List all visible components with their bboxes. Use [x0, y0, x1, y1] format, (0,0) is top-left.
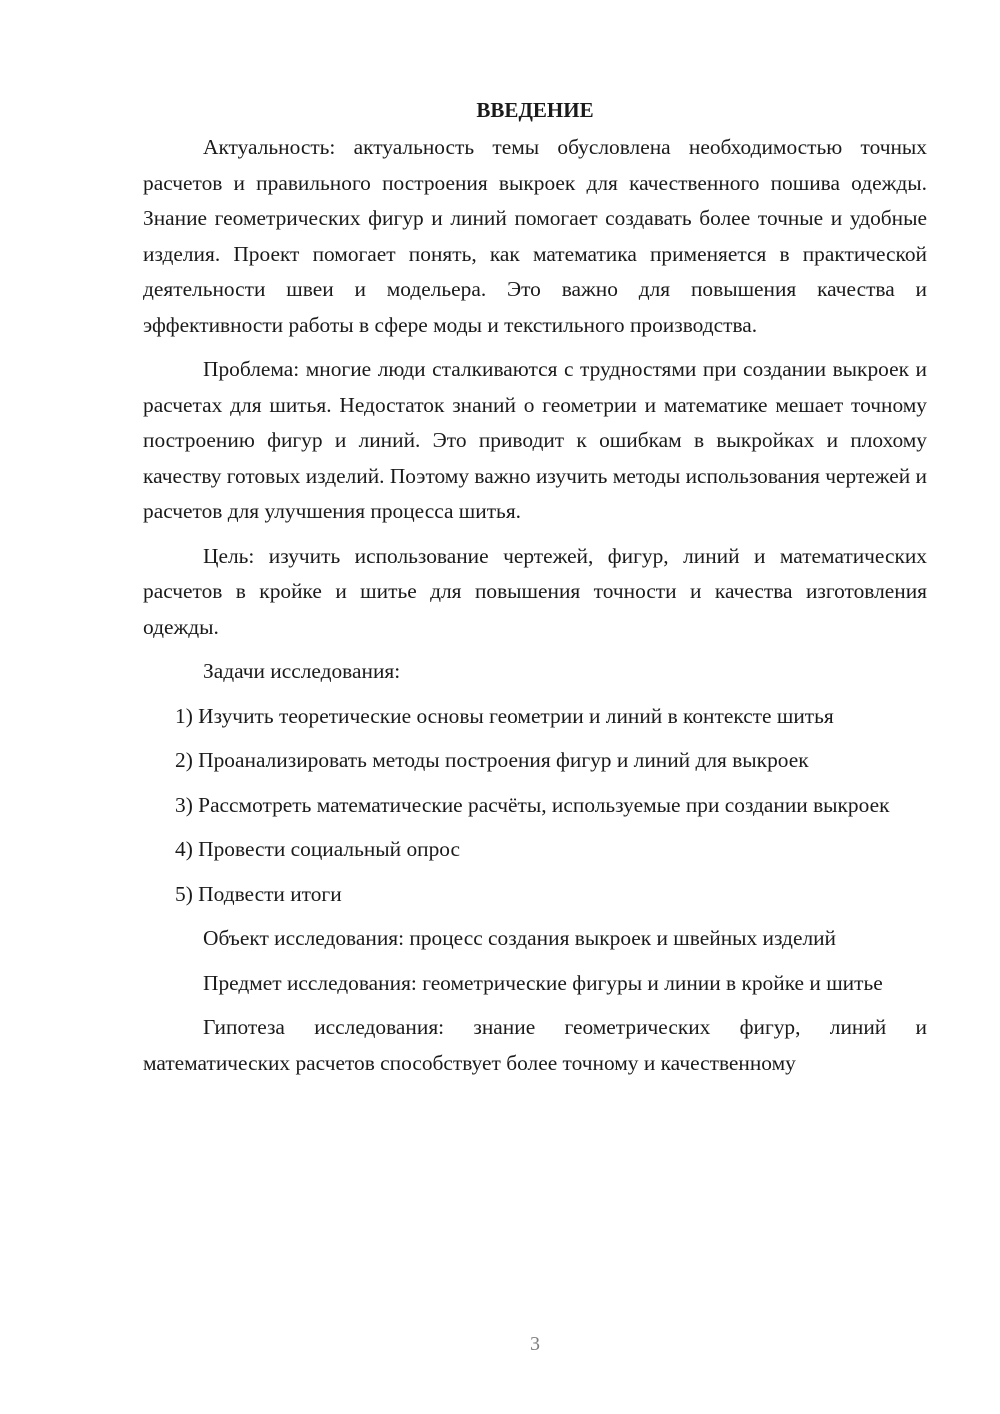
task-item-1: 1) Изучить теоретические основы геометрии и линий в контексте шитья	[175, 703, 834, 728]
paragraph-goal: Цель: изучить использование чертежей, фигур, линий и математических расчетов в кройке и шитье для повышения точности и качества изготовления одежды.	[143, 543, 927, 639]
task-item-5: 5) Подвести итоги	[175, 881, 342, 906]
task-item-3: 3) Рассмотреть математические расчёты, используемые при создании выкроек	[175, 792, 890, 817]
page-number: 3	[530, 1333, 540, 1355]
paragraph-hypothesis: Гипотеза исследования: знание геометрических фигур, линий и математических расчетов способствует более точному и качественному	[143, 1015, 927, 1075]
document-page	[143, 92, 927, 1090]
paragraph-relevance: Актуальность: актуальность темы обусловлена необходимостью точных расчетов и правильного построения выкроек для качественного пошива одежды. Знание геометрических фигур и линий помогает создавать более точные и удобные изделия. Проект помогает понять, как математика применяется в практической деятельности швеи и модельера. Это важно для повышения качества и эффективности работы в сфере моды и текстильного производства.	[143, 135, 927, 337]
paragraph-problem: Проблема: многие люди сталкиваются с трудностями при создании выкроек и расчетах для шитья. Недостаток знаний о геометрии и математике мешает точному построению фигур и линий. Это приводит к ошибкам в выкройках и плохому качеству готовых изделий. Поэтому важно изучить методы использования чертежей и расчетов для улучшения процесса шитья.	[143, 357, 927, 523]
task-item-4: 4) Провести социальный опрос	[175, 837, 461, 861]
task-item-2: 2) Проанализировать методы построения фигур и линий для выкроек	[175, 748, 809, 772]
paragraph-subject: Предмет исследования: геометрические фигуры и линии в кройке и шитье	[203, 970, 883, 995]
paragraph-tasks-title: Задачи исследования:	[203, 659, 401, 683]
paragraph-object: Объект исследования: процесс создания выкроек и швейных изделий	[203, 926, 837, 950]
document-heading: ВВЕДЕНИЕ	[476, 98, 594, 122]
